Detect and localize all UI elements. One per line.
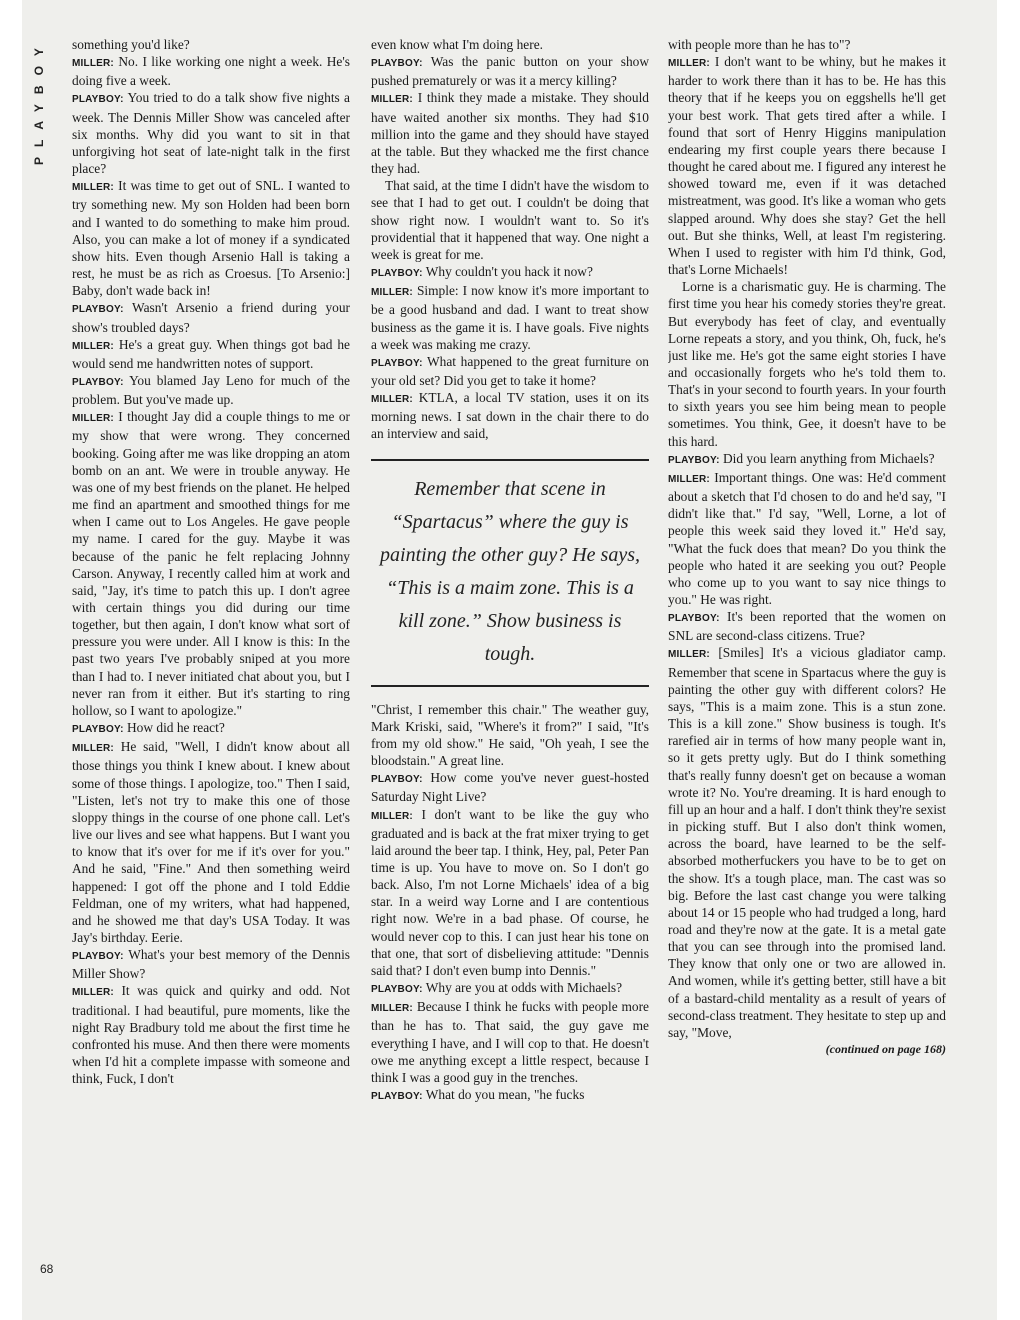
- masthead: PLAYBOY: [32, 38, 46, 165]
- paragraph: [371, 177, 649, 263]
- paragraph-text: Simple: I now know it's more important to be a good husband and dad. I want to treat show business as the game it is. I have goals. Five nights a week was making me crazy.: [371, 283, 649, 352]
- pull-quote: Remember that scene in “Spartacus” where the guy is painting the other guy? He says, “This is a maim zone. This is a kill zone.” Show business is tough.: [371, 459, 649, 687]
- paragraph-text: You blamed Jay Leno for much of the problem. But you've made up.: [72, 372, 350, 408]
- paragraph-text: Important things. One was: He'd comment about a sketch that I'd chosen to do and he'd say, "I didn't like that." I'd say, "Well, Lorne, a lot of people this week said they loved it." He'd say, "What the fuck does that mean? Do you think the people who hated it are seeking you out? People who come up to you want to say nice things to you." He was right.: [668, 469, 946, 607]
- speaker-label: MILLER:: [371, 287, 413, 299]
- speaker-label: MILLER:: [371, 810, 413, 822]
- paragraph-text: Why are you at odds with Michaels?: [425, 980, 623, 996]
- column-2: [371, 36, 649, 1281]
- column-2-bottom: [371, 701, 649, 1106]
- speaker-label: PLAYBOY:: [371, 1091, 423, 1103]
- paragraph-text: How did he react?: [126, 720, 225, 736]
- paragraph: [668, 644, 946, 1041]
- paragraph: [371, 998, 649, 1086]
- paragraph: [668, 36, 946, 53]
- paragraph: [72, 53, 350, 89]
- paragraph-text: something you'd like?: [72, 37, 190, 52]
- paragraph: [668, 278, 946, 450]
- paragraph-text: That said, at the time I didn't have the wisdom to see that I had to get out. I couldn't be doing that show right now. I wouldn't want to. So it's providential that it happened that way. One night a week is great for me.: [371, 178, 649, 262]
- paragraph: [371, 979, 649, 998]
- paragraph: [72, 408, 350, 719]
- paragraph-text: Was the panic button on your show pushed prematurely or was it a mercy killing?: [371, 54, 649, 89]
- paragraph: [371, 769, 649, 805]
- paragraph-text: Did you learn anything from Michaels?: [722, 450, 935, 466]
- paragraph: [371, 389, 649, 442]
- paragraph-text: It was quick and quirky and odd. Not traditional. I had beautiful, pure moments, like the night Ray Bradbury told me about the first time he confronted his muse. And then there were moments when I'd hit a complete impasse with someone and think, Fuck, I don't: [72, 983, 350, 1087]
- paragraph: [72, 738, 350, 946]
- paragraph: [72, 982, 350, 1087]
- speaker-label: PLAYBOY:: [72, 724, 124, 736]
- speaker-label: MILLER:: [72, 340, 114, 352]
- paragraph-text: It's been reported that the women on SNL are second-class citizens. True?: [668, 609, 946, 644]
- paragraph: [371, 89, 649, 177]
- paragraph: [72, 336, 350, 372]
- paragraph: [371, 36, 649, 53]
- speaker-label: MILLER:: [371, 394, 413, 406]
- paragraph-text: even know what I'm doing here.: [371, 37, 543, 52]
- paragraph: [371, 282, 649, 353]
- speaker-label: MILLER:: [72, 58, 114, 70]
- paragraph: [371, 701, 649, 770]
- continued-note: (continued on page 168): [825, 1042, 946, 1057]
- paragraph-text: Lorne is a charismatic guy. He is charming. The first time you hear his comedy stories they're great. But everybody has feet of clay, and eventually Lorne repeats a story, and you think, Oh, fuck, he's just like me. He's got the same eight stories I have and occasionally forgets who he's told them to. That's in your second to fourth years. In your fourth to sixth years you see him being mean to people sometimes. You think, Gee, it doesn't have to be this hard.: [668, 279, 946, 449]
- paragraph-text: Why couldn't you hack it now?: [425, 264, 593, 280]
- paragraph-text: You tried to do a talk show five nights a week. The Dennis Miller Show was canceled after six months. Why did you want to sit in that unforgiving hot seat of late-night talk in the first place?: [72, 90, 350, 177]
- paragraph: [371, 1086, 649, 1105]
- paragraph-text: Wasn't Arsenio a friend during your show's troubled days?: [72, 300, 350, 335]
- speaker-label: MILLER:: [72, 987, 114, 999]
- speaker-label: MILLER:: [668, 649, 710, 661]
- paragraph-text: How come you've never guest-hosted Saturday Night Live?: [371, 770, 649, 805]
- speaker-label: MILLER:: [72, 182, 114, 194]
- paragraph: [371, 53, 649, 89]
- paragraph: [72, 299, 350, 335]
- paragraph: [371, 806, 649, 980]
- paragraph-text: I think they made a mistake. They should have waited another six months. They had $10 million into the game and they should have stayed at the table. But they whacked me the first chance they had.: [371, 90, 649, 177]
- paragraph: [72, 719, 350, 738]
- paragraph: [72, 177, 350, 299]
- paragraph-text: He's a great guy. When things got bad he would send me handwritten notes of support.: [72, 336, 350, 371]
- paragraph: [72, 946, 350, 982]
- paragraph-text: I thought Jay did a couple things to me or my show that were wrong. They concerned booking. Going after me was like dropping an atom bomb on an ant. We were in trouble anyway. He was one of my best friends on the planet. He helped me find an apartment and smoothed things for me when I came out to Los Angeles. He gave people my name. I cared for the guy. Maybe it was because of the panic he felt replacing Johnny Carson. Anyway, I recently called him at work and said, "Jay, it's time to patch this up. I don't agree with certain things you did during our time together, but then again, I don't know what sort of pressure you were under. All I know is this: In the past two years I've probably sniped at you more than I had to. I never initiated chat about you, but I never ran from it either. But it's starting to ring hollow, so I want to apologize.": [72, 409, 350, 718]
- speaker-label: MILLER:: [371, 94, 413, 106]
- speaker-label: MILLER:: [668, 473, 710, 485]
- paragraph-text: What's your best memory of the Dennis Miller Show?: [72, 947, 350, 982]
- speaker-label: PLAYBOY:: [668, 454, 720, 466]
- speaker-label: MILLER:: [72, 743, 114, 755]
- paragraph: [72, 89, 350, 177]
- speaker-label: PLAYBOY:: [371, 357, 423, 369]
- magazine-page: [22, 0, 997, 1320]
- paragraph-text: [Smiles] It's a vicious gladiator camp. Remember that scene in Spartacus where the guy is painting the other guy with different colors? He says, "This is a maim zone. This is a stun zone. This is a kill zone." Show business is tough. It's rarefied air in terms of how many people want in, so it gets pretty ugly. But do I think something that's really funny doesn't get on because a woman wrote it? No. You're dreaming. It is hard enough to fill up an hour and a half. I don't think they're sexist in picking stuff. But I also don't think women, across the board, have learned to be the self-absorbed motherfuckers you have to be to get on the show. It's a tough place, man. The cast was so big. Before the last cast change you were talking about 14 or 15 people who had trudged a long, hard road and they're now at the gate. It is a metal gate that you can see through into the promised land. They know that only one or two are allowed in. And women, while it's getting better, still have a bit of a bastard-child mentality as a result of years of second-class treatment. They hesitate to step up and say, "Move,: [668, 645, 946, 1040]
- paragraph: [668, 450, 946, 469]
- speaker-label: PLAYBOY:: [72, 951, 124, 963]
- paragraph-text: with people more than he has to"?: [668, 37, 851, 52]
- speaker-label: PLAYBOY:: [72, 304, 124, 316]
- column-1: [72, 36, 350, 1281]
- paragraph: [72, 36, 350, 53]
- speaker-label: PLAYBOY:: [371, 774, 423, 786]
- paragraph-text: I don't want to be like the guy who graduated and is back at the frat mixer trying to get laid around the beer tap. I think, Hey, pal, Peter Pan time is up. You have to move on. So I don't go back. Also, I'm not Lorne Michaels' idea of a big star. In a weird way Lorne and I are contentious right now. We're in a bad phase. Of course, he would never cop to this. I can just hear his tone on that one, that sort of disbelieving attitude: "Dennis said that? I don't even bump into Dennis.": [371, 806, 649, 978]
- speaker-label: PLAYBOY:: [371, 268, 423, 280]
- paragraph: [668, 53, 946, 278]
- speaker-label: MILLER:: [72, 413, 114, 425]
- paragraph-text: Because I think he fucks with people more than he has to. That said, the guy gave me everything I have, and I will cop to that. He doesn't owe me anything except a little respect, because I think I was a good guy in the trenches.: [371, 999, 649, 1085]
- speaker-label: PLAYBOY:: [72, 376, 124, 388]
- paragraph-text: He said, "Well, I didn't know about all those things you think I knew about. I knew about some of those things. I apologize, too." Then I said, "Listen, let's not try to make this one of those sloppy things in the course of one phone call. Let's live our lives and see what happens. But I want you to know that it's over for me if it's over for you." And he said, "Fine." And then something weird happened: I got off the phone and I told Eddie Feldman, one of my writers, what had happened, and he showed me that day's USA Today. It was Jay's birthday. Eerie.: [72, 739, 350, 945]
- paragraph-text: What happened to the great furniture on your old set? Did you get to take it home?: [371, 353, 649, 388]
- paragraph: [668, 608, 946, 644]
- paragraph-text: I don't want to be whiny, but he makes it harder to work there than it has to be. He has this theory that if he keeps you on eggshells he'll get your best work. That gets tired after a while. I found that sort of Henry Higgins manipulation endearing my first couple years there because I thought he cared about me. I figured any interest he showed toward me, even if it was detached mistreatment, was good. It's like a woman who gets slapped around. Why does she stay? Get the hell out. But she thinks, Well, at least I'm registering. When I used to register with him I'd think, God, that's Lorne Michaels!: [668, 54, 946, 278]
- column-3-body: [668, 36, 946, 1041]
- speaker-label: PLAYBOY:: [371, 58, 423, 70]
- speaker-label: PLAYBOY:: [72, 94, 124, 106]
- paragraph-text: "Christ, I remember this chair." The weather guy, Mark Kriski, said, "Where's it from?" I said, "It's from my old show." He said, "Oh yeah, I see the bloodstain." A great line.: [371, 701, 649, 769]
- speaker-label: MILLER:: [371, 1003, 413, 1015]
- paragraph: [668, 469, 946, 608]
- paragraph-text: What do you mean, "he fucks: [425, 1087, 585, 1103]
- paragraph: [371, 353, 649, 389]
- paragraph: [371, 263, 649, 282]
- paragraph: [72, 372, 350, 408]
- paragraph-text: It was time to get out of SNL. I wanted to try something new. My son Holden had been born and I wanted to do something to make him proud. Also, you can make a lot of money if a syndicated show hits. Even though Arsenio Hall is taking a rest, he must be as rich as Croesus. [To Arsenio:] Baby, don't wade back in!: [72, 178, 350, 299]
- paragraph-text: No. I like working one night a week. He's doing five a week.: [72, 54, 350, 89]
- paragraph-text: KTLA, a local TV station, uses it on its morning news. I sat down in the chair there to do an interview and said,: [371, 390, 649, 442]
- column-2-top: [371, 36, 649, 443]
- speaker-label: MILLER:: [668, 58, 710, 70]
- speaker-label: PLAYBOY:: [668, 613, 720, 625]
- column-3: [668, 36, 946, 1281]
- page-number: 68: [40, 1262, 54, 1276]
- speaker-label: PLAYBOY:: [371, 984, 423, 996]
